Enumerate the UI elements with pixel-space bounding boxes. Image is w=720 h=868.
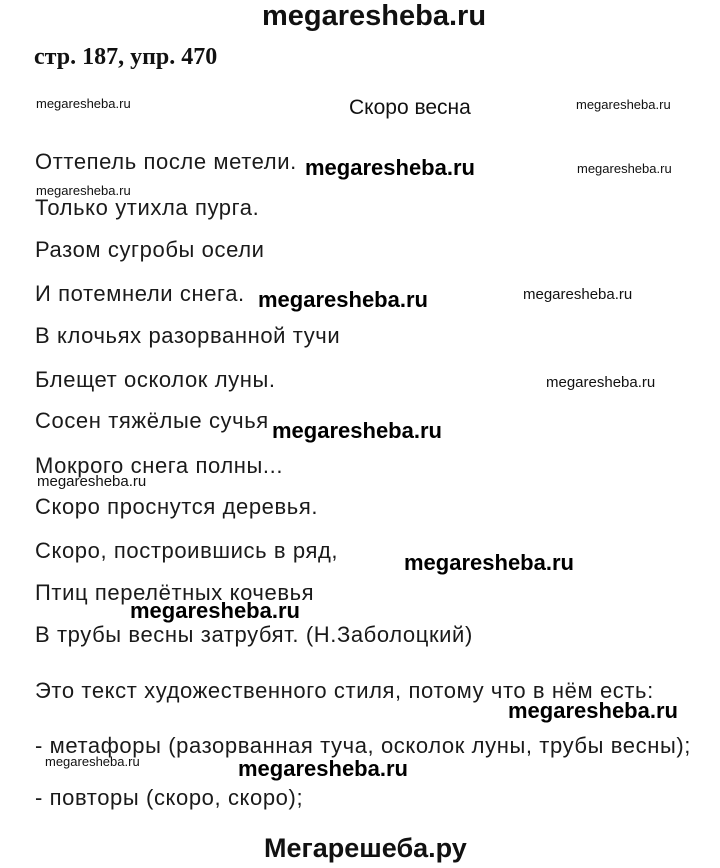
site-footer: Мегарешеба.ру: [264, 833, 467, 863]
poem-line: Птиц перелётных кочевья: [35, 580, 315, 605]
poem-line: В клочьях разорванной тучи: [35, 323, 341, 348]
watermark: megaresheba.ru: [404, 550, 574, 575]
watermark: megaresheba.ru: [36, 96, 131, 111]
poem-line: Только утихла пурга.: [35, 195, 260, 220]
watermark: megaresheba.ru: [45, 754, 140, 769]
poem-line: Мокрого снега полны...: [35, 453, 284, 478]
site-header: megaresheba.ru: [262, 0, 487, 32]
poem-line: Сосен тяжёлые сучья: [35, 408, 269, 433]
watermark: megaresheba.ru: [37, 473, 147, 490]
poem-line: Скоро проснутся деревья.: [35, 494, 319, 519]
poem-line: Скоро, построившись в ряд,: [35, 538, 339, 563]
watermark: megaresheba.ru: [305, 155, 475, 180]
watermark: megaresheba.ru: [258, 287, 428, 312]
watermark: megaresheba.ru: [576, 97, 671, 112]
watermark: megaresheba.ru: [36, 183, 131, 198]
analysis-point: - метафоры (разорванная туча, осколок луны, трубы весны);: [35, 733, 692, 758]
poem-title: Скоро весна: [349, 96, 471, 119]
poem-line: Блещет осколок луны.: [35, 367, 276, 392]
watermark: megaresheba.ru: [523, 286, 633, 303]
poem-line: Оттепель после метели.: [35, 149, 297, 174]
watermark: megaresheba.ru: [577, 161, 672, 176]
watermark: megaresheba.ru: [238, 756, 408, 781]
analysis-point: - повторы (скоро, скоро);: [35, 785, 304, 810]
analysis-intro: Это текст художественного стиля, потому что в нём есть:: [35, 678, 654, 703]
watermark: megaresheba.ru: [272, 418, 442, 443]
watermark: megaresheba.ru: [546, 374, 656, 391]
poem-line: И потемнели снега.: [35, 281, 245, 306]
poem-line: Разом сугробы осели: [35, 237, 265, 262]
poem-line: В трубы весны затрубят. (Н.Заболоцкий): [35, 622, 473, 647]
watermark: megaresheba.ru: [130, 598, 300, 623]
exercise-reference: стр. 187, упр. 470: [34, 44, 218, 70]
watermark: megaresheba.ru: [508, 698, 678, 723]
